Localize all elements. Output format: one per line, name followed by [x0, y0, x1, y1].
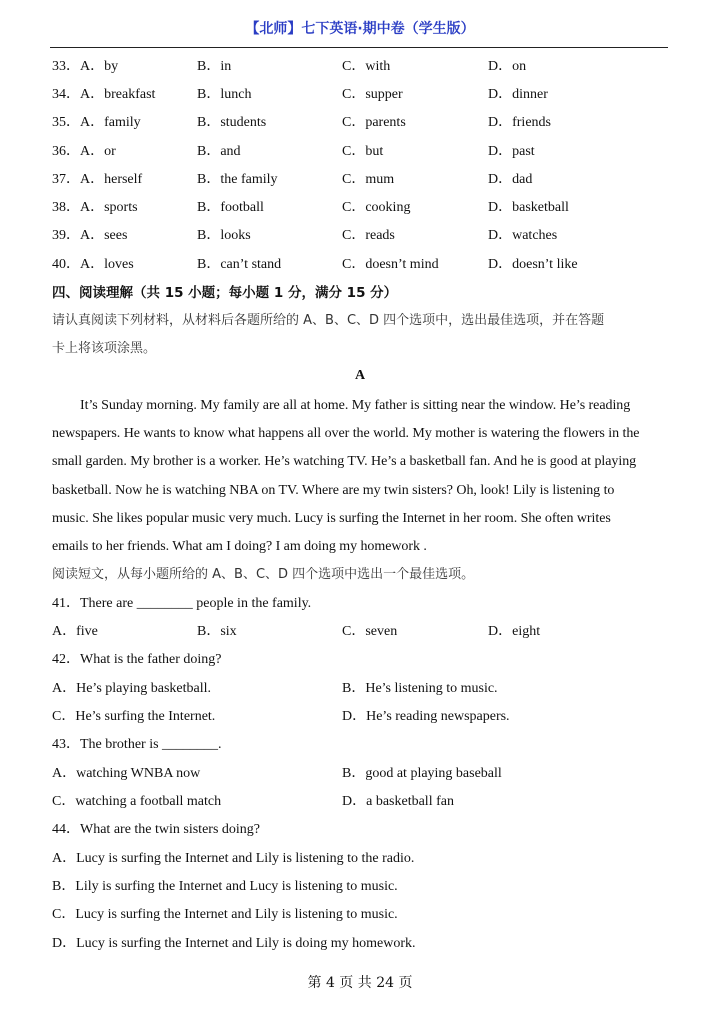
option-d: D．dad [488, 172, 533, 187]
section-instructions-cont: 卡上将该项涂黑。 [52, 341, 157, 356]
page-number: 第 4 页 共 24 页 [307, 975, 413, 991]
question-stem-42: 42．What is the father doing? [52, 652, 222, 667]
section-instructions: 请认真阅读下列材料，从材料后各题所给的 A、B、C、D 四个选项中，选出最佳选项，并在答题 [52, 313, 605, 328]
option-b: B．He’s listening to music. [342, 681, 498, 696]
option-a: 35．A．family [52, 115, 141, 130]
question-stem-44: 44．What are the twin sisters doing? [52, 822, 261, 837]
passage-line: small garden. My brother is a worker. He’s watching TV. He’s a basketball fan. And he is good at playing [52, 454, 637, 469]
page-header-title: 【北师】七下英语·期中卷（学生版） [245, 21, 475, 37]
option-a: 34．A．breakfast [52, 87, 156, 102]
option-c: C．He’s surfing the Internet. [52, 709, 216, 724]
option-d: D．basketball [488, 200, 569, 215]
section-title: 四、阅读理解（共 15 小题；每小题 1 分，满分 15 分） [52, 285, 398, 301]
option-b: B．looks [197, 228, 251, 243]
option-b: B．students [197, 115, 267, 130]
option-c: C．mum [342, 172, 395, 187]
option-c: C．reads [342, 228, 395, 243]
option-d: D．He’s reading newspapers. [342, 709, 510, 724]
option-d: D．watches [488, 228, 558, 243]
passage-line: emails to her friends. What am I doing? I am doing my homework . [52, 539, 427, 554]
option-d: D．dinner [488, 87, 548, 102]
option-a: 39．A．sees [52, 228, 128, 243]
passage-label: A [354, 368, 366, 383]
reading-instructions: 阅读短文，从每小题所给的 A、B、C、D 四个选项中选出一个最佳选项。 [52, 567, 475, 582]
option-a: A．watching WNBA now [52, 766, 201, 781]
passage-line: music. She likes popular music very much. Lucy is surfing the Internet in her room. She often writes [52, 511, 611, 526]
passage-line: basketball. Now he is watching NBA on TV. Where are my twin sisters? Oh, look! Lily is listening to [52, 483, 615, 498]
option-c: C．seven [342, 624, 398, 639]
option-b: B．football [197, 200, 264, 215]
option-d: D．a basketball fan [342, 794, 454, 809]
option-a: 33．A．by [52, 59, 119, 74]
option-b: B．and [197, 144, 241, 159]
option-b: B．Lily is surfing the Internet and Lucy is listening to music. [52, 879, 398, 894]
option-b: B．can’t stand [197, 257, 282, 272]
option-c: C．cooking [342, 200, 411, 215]
option-b: B．in [197, 59, 232, 74]
question-stem-43: 43．The brother is ________. [52, 737, 222, 752]
option-b: B．the family [197, 172, 278, 187]
option-c: C．supper [342, 87, 403, 102]
option-a: 38．A．sports [52, 200, 138, 215]
option-c: C．watching a football match [52, 794, 222, 809]
option-d: D．on [488, 59, 527, 74]
option-a: A．Lucy is surfing the Internet and Lily is listening to the radio. [52, 851, 415, 866]
option-c: C．doesn’t mind [342, 257, 439, 272]
option-c: C．Lucy is surfing the Internet and Lily is listening to music. [52, 907, 398, 922]
option-a: 36．A．or [52, 144, 116, 159]
passage-line: It’s Sunday morning. My family are all at home. My father is sitting near the window. He’s reading [80, 398, 631, 413]
option-d: D．Lucy is surfing the Internet and Lily is doing my homework. [52, 936, 416, 951]
option-b: B．good at playing baseball [342, 766, 502, 781]
option-d: D．doesn’t like [488, 257, 578, 272]
option-a: 37．A．herself [52, 172, 143, 187]
header-divider [50, 47, 668, 48]
option-a: A．He’s playing basketball. [52, 681, 212, 696]
option-b: B．lunch [197, 87, 252, 102]
option-c: C．with [342, 59, 391, 74]
option-d: D．past [488, 144, 535, 159]
option-c: C．but [342, 144, 384, 159]
passage-line: newspapers. He wants to know what happens all over the world. My mother is watering the flowers in the [52, 426, 640, 441]
option-a: A．five [52, 624, 98, 639]
question-stem-41: 41．There are ________ people in the family. [52, 596, 312, 611]
option-a: 40．A．loves [52, 257, 134, 272]
option-d: D．eight [488, 624, 541, 639]
option-c: C．parents [342, 115, 406, 130]
option-d: D．friends [488, 115, 551, 130]
option-b: B．six [197, 624, 237, 639]
